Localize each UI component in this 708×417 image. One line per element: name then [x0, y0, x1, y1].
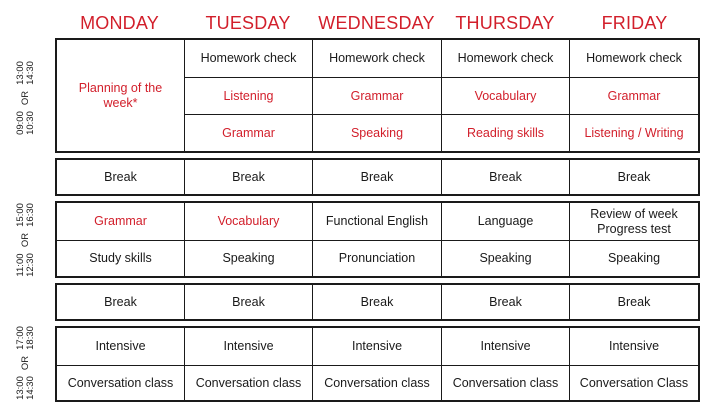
time-end: 14:30: [25, 376, 36, 400]
morning-cell: Grammar: [184, 114, 312, 151]
time-end: 14:30: [25, 61, 36, 85]
header-monday: MONDAY: [80, 12, 159, 33]
time-label-morning: [15, 61, 36, 135]
afternoon-cell: Conversation Class: [569, 365, 698, 400]
review-of-week-label: Review of week: [590, 206, 678, 221]
morning-cell: Listening / Writing: [569, 114, 698, 151]
midday-cell: Speaking: [441, 240, 569, 276]
time-end: 16:30: [25, 203, 36, 227]
morning-cell: Homework check: [184, 40, 312, 77]
morning-cell: Homework check: [312, 40, 441, 77]
morning-cell: Homework check: [569, 40, 698, 77]
afternoon-cell: Intensive: [441, 328, 569, 365]
morning-cell: Homework check: [441, 40, 569, 77]
time-start: 13:00: [15, 61, 27, 85]
afternoon-cell: Intensive: [569, 328, 698, 365]
midday-block: [55, 201, 700, 278]
break-cell: Break: [441, 285, 569, 319]
afternoon-block: [55, 326, 700, 402]
break-cell: Break: [441, 160, 569, 194]
midday-cell: Language: [441, 203, 569, 240]
morning-cell: Listening: [184, 77, 312, 114]
break-cell: Break: [184, 160, 312, 194]
afternoon-cell: Conversation class: [312, 365, 441, 400]
break-cell: Break: [312, 160, 441, 194]
time-label-midday: [15, 203, 36, 277]
midday-cell: Speaking: [184, 240, 312, 276]
time-or: OR: [20, 355, 32, 371]
monday-planning-cell: Planning of the week*: [78, 80, 163, 110]
time-label-afternoon: [15, 326, 36, 400]
time-end: 12:30: [25, 253, 36, 277]
time-start: 09:00: [15, 111, 27, 135]
midday-cell: Functional English: [312, 203, 441, 240]
morning-cell: Vocabulary: [441, 77, 569, 114]
time-start: 17:00: [15, 326, 27, 350]
midday-friday-cell: [569, 203, 698, 240]
morning-cell: Speaking: [312, 114, 441, 151]
time-or: OR: [20, 232, 32, 248]
midday-cell: Speaking: [569, 240, 698, 276]
morning-cell: Grammar: [312, 77, 441, 114]
break-cell: Break: [569, 285, 698, 319]
break-cell: Break: [312, 285, 441, 319]
afternoon-cell: Intensive: [312, 328, 441, 365]
afternoon-cell: Conversation class: [441, 365, 569, 400]
midday-cell: Grammar: [94, 214, 147, 228]
afternoon-cell: Intensive: [95, 339, 146, 353]
header-friday: FRIDAY: [601, 12, 668, 33]
break-block-1: [55, 158, 700, 196]
progress-test-label: Progress test: [597, 221, 671, 236]
header-tuesday: TUESDAY: [205, 12, 291, 33]
morning-cell: Reading skills: [441, 114, 569, 151]
midday-cell: Study skills: [57, 240, 184, 276]
time-end: 18:30: [25, 326, 36, 350]
time-end: 10:30: [25, 111, 36, 135]
break-cell: Break: [184, 285, 312, 319]
break-block-2: [55, 283, 700, 321]
time-start: 13:00: [15, 376, 27, 400]
break-cell: Break: [569, 160, 698, 194]
afternoon-cell: Intensive: [184, 328, 312, 365]
afternoon-cell: Conversation class: [57, 365, 184, 400]
header-wednesday: WEDNESDAY: [318, 12, 435, 33]
break-cell: Break: [104, 294, 137, 309]
header-thursday: THURSDAY: [455, 12, 555, 33]
afternoon-cell: Conversation class: [184, 365, 312, 400]
time-or: OR: [20, 90, 32, 106]
morning-cell: Grammar: [569, 77, 698, 114]
midday-cell: Vocabulary: [184, 203, 312, 240]
time-start: 11:00: [15, 253, 27, 277]
morning-block: [55, 38, 700, 153]
midday-cell: Pronunciation: [312, 240, 441, 276]
break-cell: Break: [104, 169, 137, 184]
time-start: 15:00: [15, 203, 27, 227]
